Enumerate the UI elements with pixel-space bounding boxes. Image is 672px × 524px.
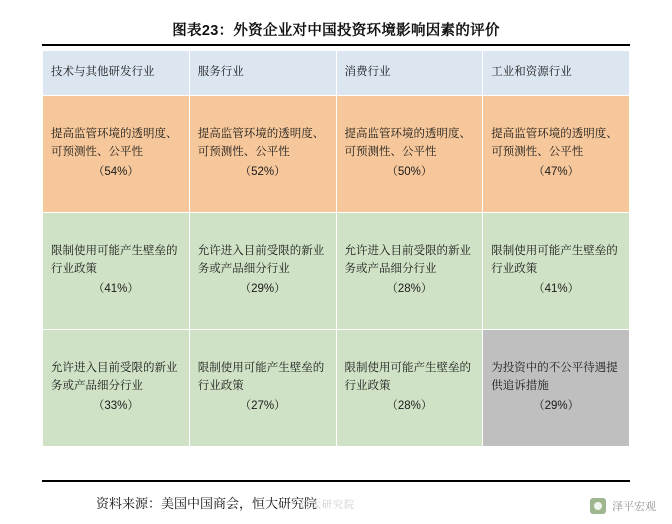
watermark <box>590 498 656 514</box>
cell-rank3-tech <box>43 330 190 447</box>
page-title: 图表23：外资企业对中国投资环境影响因素的评价 <box>172 22 500 39</box>
cell-content <box>345 360 475 415</box>
column-header-service: 服务行业 <box>189 51 336 96</box>
cell-percent: （50%） <box>386 165 433 178</box>
cell-percent: （29%） <box>239 282 286 295</box>
cell-content <box>491 126 621 181</box>
source-label: 资料来源：美国中国商会，恒大研究院 <box>96 495 318 511</box>
cell-label: 限制使用可能产生壁垒的行业政策 <box>51 245 178 276</box>
cell-label: 限制使用可能产生壁垒的行业政策 <box>491 245 618 276</box>
cell-content <box>51 126 181 181</box>
cell-rank2-industrial <box>483 213 630 330</box>
table-row <box>43 213 630 330</box>
cell-percent: （47%） <box>533 165 580 178</box>
table-row <box>43 96 630 213</box>
cell-percent: （41%） <box>92 282 139 295</box>
divider-top <box>42 44 630 46</box>
cell-label: 为投资中的不公平待遇提供追诉措施 <box>491 362 618 393</box>
cell-label: 提高监管环境的透明度、可预测性、公平性 <box>344 128 471 159</box>
cell-content <box>345 243 475 298</box>
cell-percent: （54%） <box>92 165 139 178</box>
cell-content <box>51 243 181 298</box>
evaluation-matrix-table <box>42 50 630 447</box>
cell-rank3-service <box>189 330 336 447</box>
cell-rank1-service <box>189 96 336 213</box>
cell-percent: （28%） <box>386 399 433 412</box>
chart-title-row <box>42 14 630 44</box>
cell-content <box>491 243 621 298</box>
watermark-center: 恒大研究院 <box>300 500 355 511</box>
cell-percent: （29%） <box>533 399 580 412</box>
table-header <box>43 51 630 96</box>
divider-bottom <box>42 480 630 482</box>
watermark-logo-icon <box>590 498 606 514</box>
cell-content <box>198 360 328 415</box>
table-body <box>43 96 630 447</box>
cell-rank3-industrial <box>483 330 630 447</box>
cell-rank1-tech <box>43 96 190 213</box>
cell-label: 限制使用可能产生壁垒的行业政策 <box>197 362 325 393</box>
cell-content <box>345 126 475 181</box>
cell-content <box>198 126 328 181</box>
cell-percent: （33%） <box>92 399 139 412</box>
cell-content <box>491 360 621 415</box>
cell-content <box>51 360 181 415</box>
cell-percent: （52%） <box>239 165 286 178</box>
table-row <box>43 330 630 447</box>
cell-label: 允许进入目前受限的新业务或产品细分行业 <box>51 362 178 393</box>
cell-rank3-consumer <box>336 330 483 447</box>
cell-rank1-consumer <box>336 96 483 213</box>
cell-label: 限制使用可能产生壁垒的行业政策 <box>344 362 471 393</box>
watermark-label: 泽平宏观 <box>612 501 656 513</box>
cell-rank2-tech <box>43 213 190 330</box>
cell-label: 允许进入目前受限的新业务或产品细分行业 <box>197 245 325 276</box>
column-header-consumer: 消费行业 <box>336 51 483 96</box>
cell-label: 提高监管环境的透明度、可预测性、公平性 <box>491 128 618 159</box>
cell-rank1-industrial <box>483 96 630 213</box>
cell-content <box>198 243 328 298</box>
column-header-industrial: 工业和资源行业 <box>483 51 630 96</box>
cell-percent: （41%） <box>533 282 580 295</box>
cell-percent: （27%） <box>239 399 286 412</box>
cell-label: 提高监管环境的透明度、可预测性、公平性 <box>51 128 178 159</box>
table-header-row <box>43 51 630 96</box>
cell-label: 提高监管环境的透明度、可预测性、公平性 <box>197 128 325 159</box>
cell-percent: （28%） <box>386 282 433 295</box>
cell-rank2-service <box>189 213 336 330</box>
column-header-tech: 技术与其他研发行业 <box>43 51 190 96</box>
cell-rank2-consumer <box>336 213 483 330</box>
cell-label: 允许进入目前受限的新业务或产品细分行业 <box>344 245 471 276</box>
